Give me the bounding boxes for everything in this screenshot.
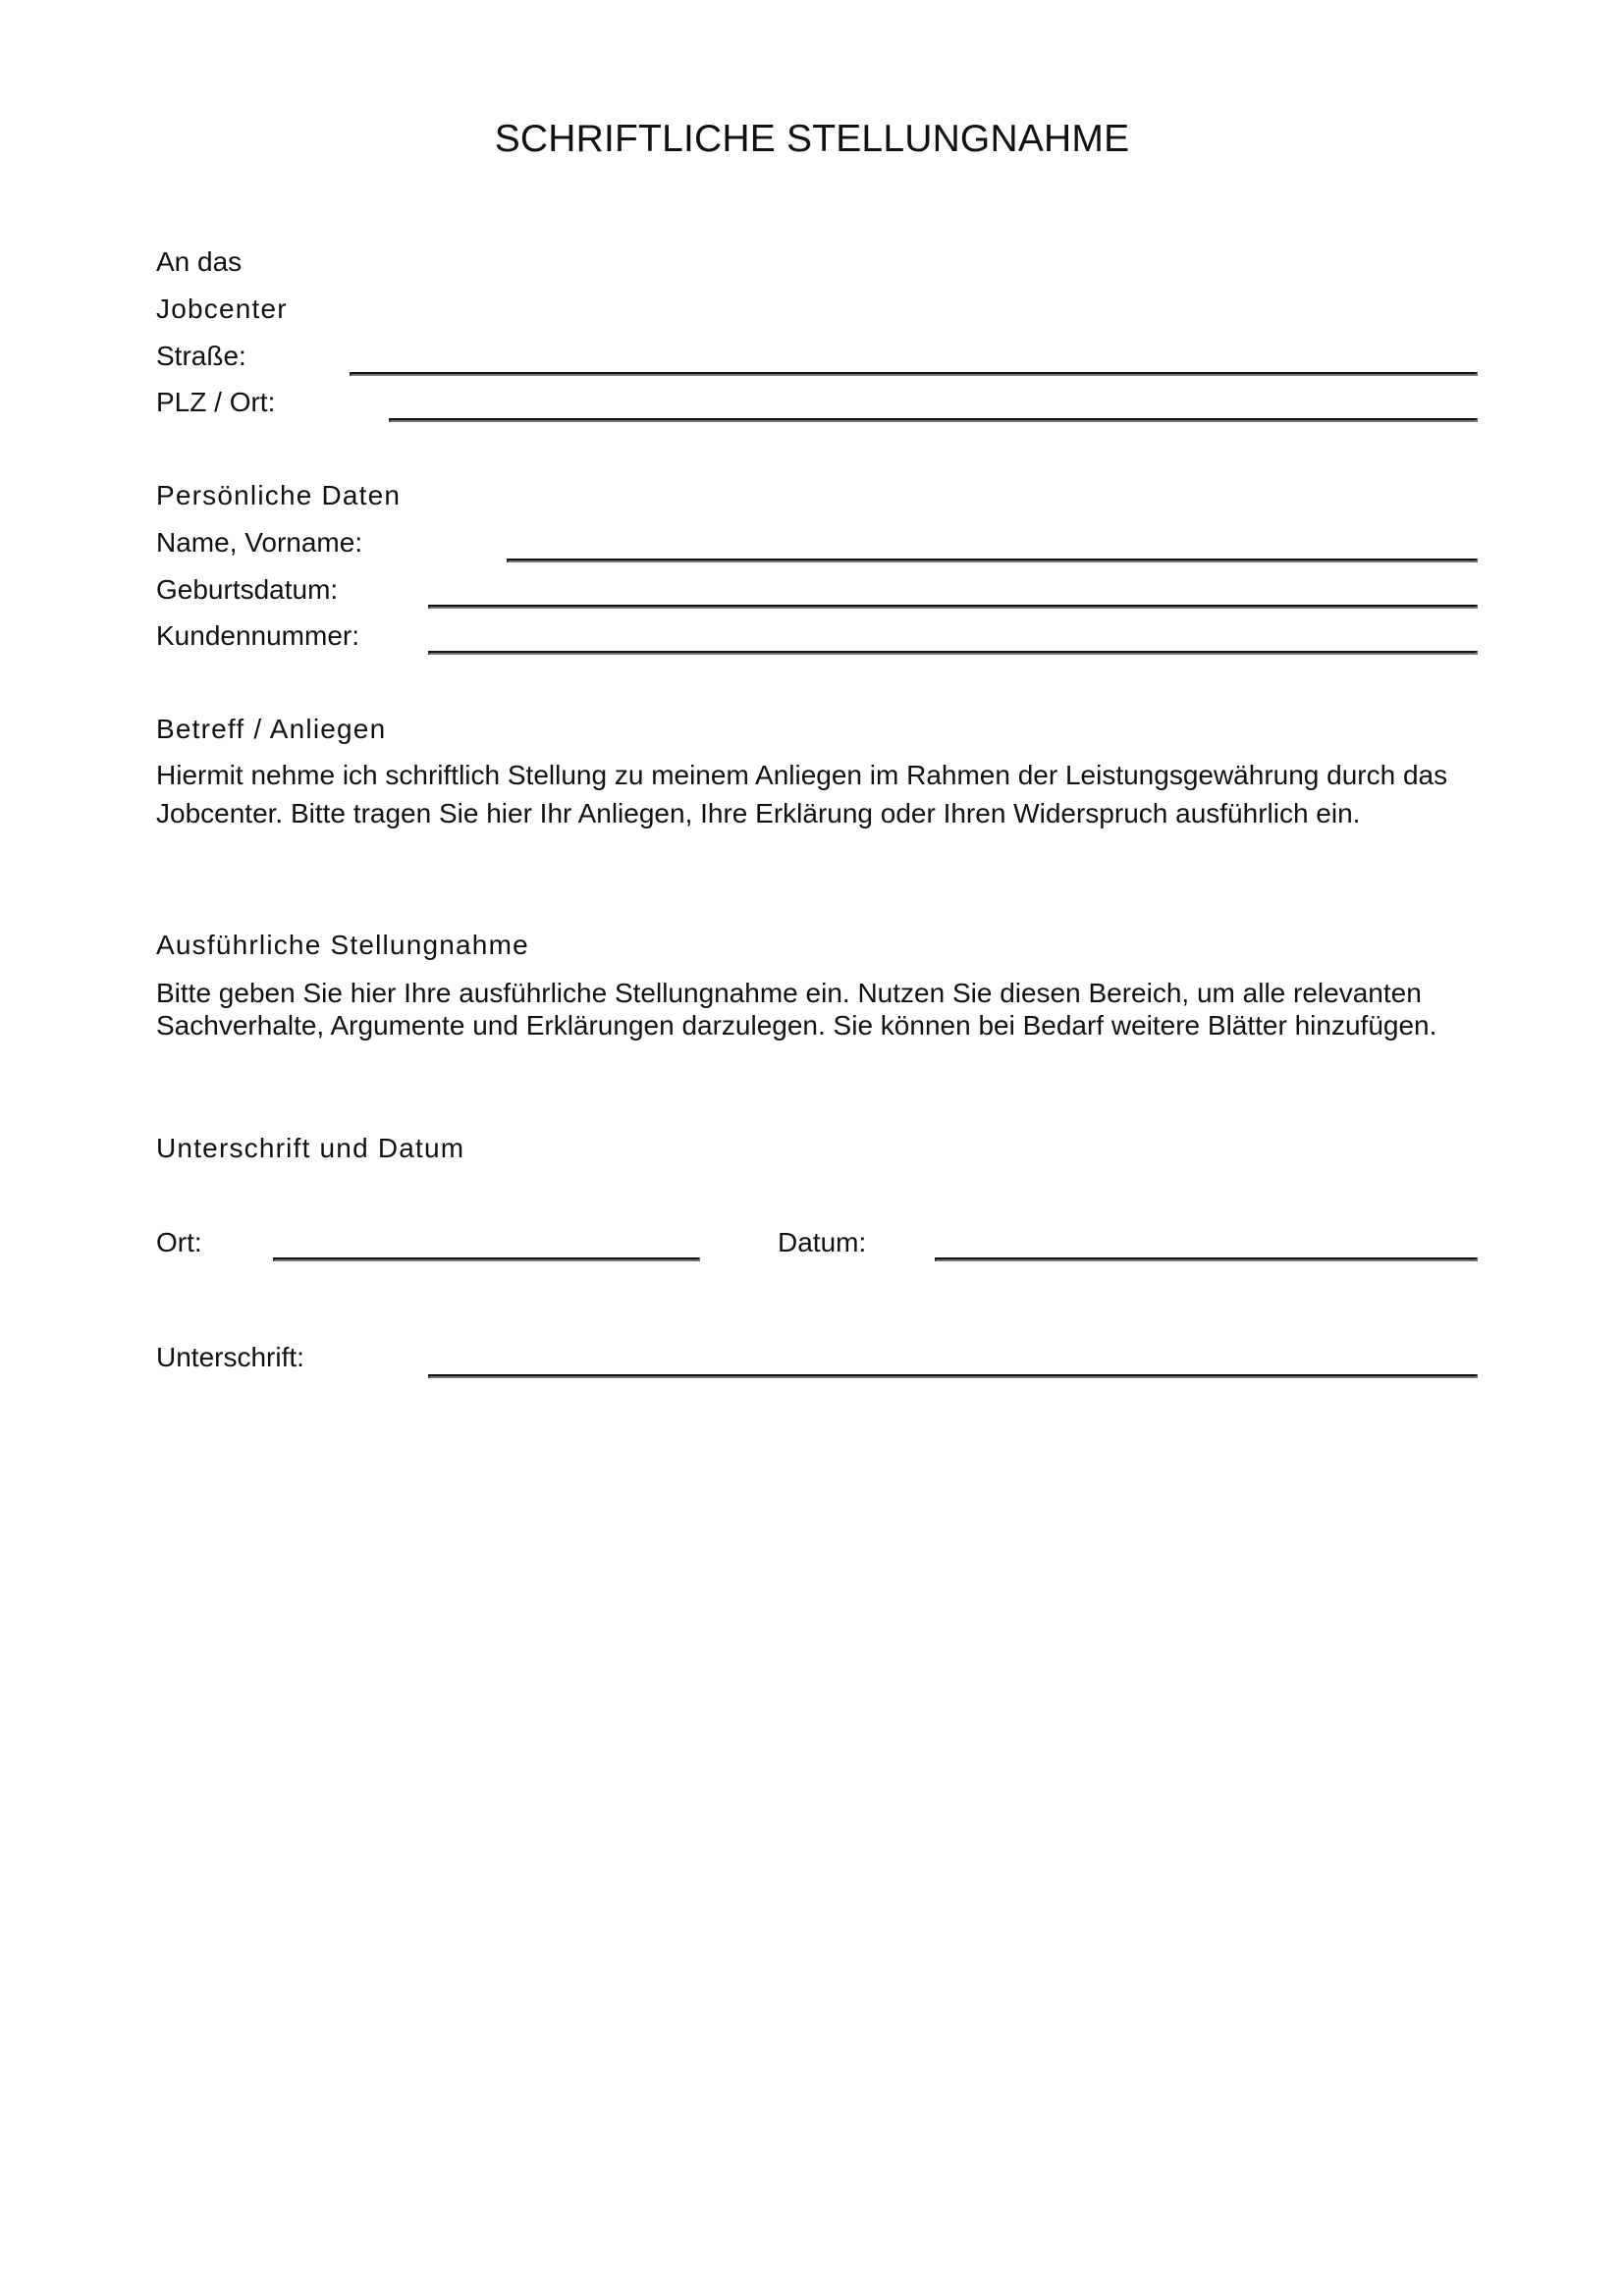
place-field[interactable] bbox=[273, 1257, 700, 1261]
subject-heading: Betreff / Anliegen bbox=[156, 714, 387, 744]
statement-heading: Ausführliche Stellungnahme bbox=[156, 930, 529, 960]
street-field[interactable] bbox=[350, 372, 1478, 376]
signature-label: Unterschrift: bbox=[156, 1342, 304, 1372]
recipient-line-jobcenter: Jobcenter bbox=[156, 294, 288, 324]
birthdate-field[interactable] bbox=[428, 605, 1478, 609]
page-title: SCHRIFTLICHE STELLUNGNAHME bbox=[494, 118, 1130, 160]
birthdate-label: Geburtsdatum: bbox=[156, 574, 339, 605]
name-label: Name, Vorname: bbox=[156, 527, 363, 558]
recipient-line-an-das: An das bbox=[156, 246, 243, 277]
city-field[interactable] bbox=[389, 418, 1478, 422]
statement-text: Bitte geben Sie hier Ihre ausführliche Stellungnahme ein. Nutzen Sie diesen Bereich, um alle relevanten Sachverhalte, Argumente und Erklärungen darzulegen. Sie können bei Bedarf weitere Blätter hinzufügen. bbox=[156, 978, 1437, 1041]
name-field[interactable] bbox=[507, 559, 1478, 562]
date-label: Datum: bbox=[778, 1227, 867, 1257]
place-label: Ort: bbox=[156, 1227, 202, 1257]
street-label: Straße: bbox=[156, 341, 246, 371]
customer-number-label: Kundennummer: bbox=[156, 620, 360, 651]
signature-heading: Unterschrift und Datum bbox=[156, 1133, 465, 1163]
customer-number-field[interactable] bbox=[428, 651, 1478, 655]
date-field[interactable] bbox=[935, 1257, 1478, 1261]
city-label: PLZ / Ort: bbox=[156, 387, 276, 417]
personal-data-heading: Persönliche Daten bbox=[156, 480, 402, 510]
subject-text: Hiermit nehme ich schriftlich Stellung zu meinem Anliegen im Rahmen der Leistungsgewährung durch das Jobcenter. Bitte tragen Sie hier Ihr Anliegen, Ihre Erklärung oder Ihren Widerspruch ausführlich ein. bbox=[156, 760, 1448, 828]
signature-field[interactable] bbox=[428, 1374, 1478, 1378]
